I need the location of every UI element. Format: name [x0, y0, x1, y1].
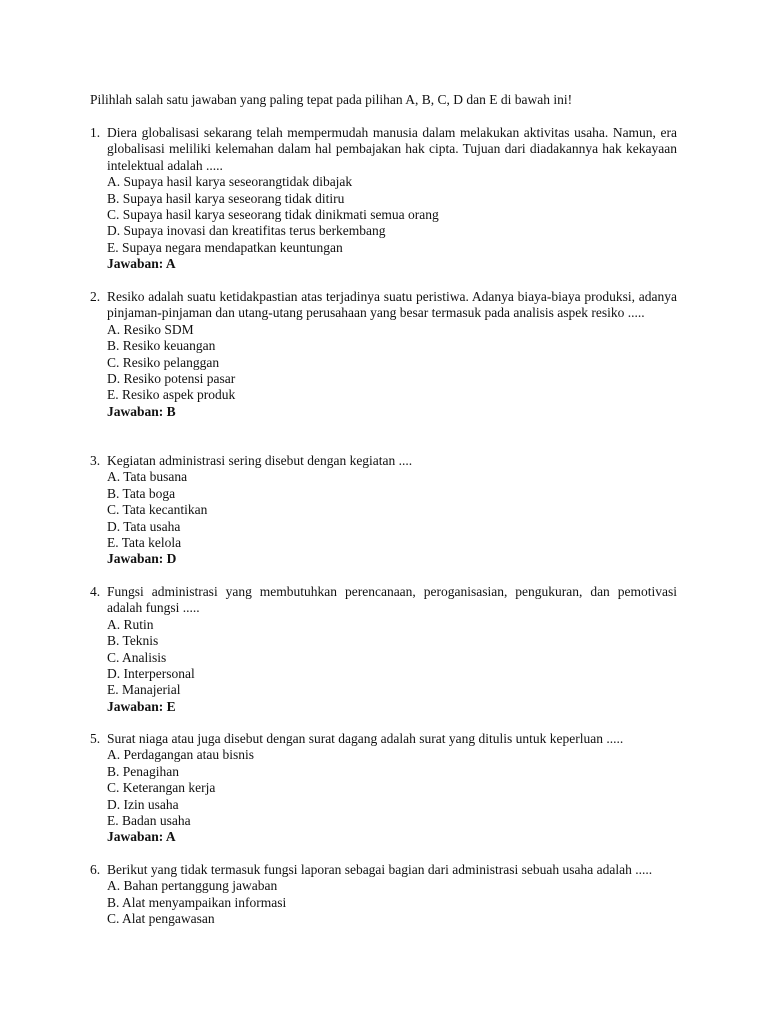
- option-a: A. Resiko SDM: [107, 321, 194, 337]
- question-text: Resiko adalah suatu ketidakpastian atas terjadinya suatu peristiwa. Adanya biaya-biaya produksi, adanya pinjaman-pinjaman dan utang-utang perusahaan yang besar termasuk pada analisis aspek resiko .....: [107, 289, 677, 321]
- answer-key: Jawaban: D: [107, 551, 177, 567]
- option-d: D. Tata usaha: [107, 518, 181, 534]
- question-number: 1.: [90, 125, 101, 140]
- option-a: A. Rutin: [107, 616, 154, 632]
- option-a: A. Supaya hasil karya seseorangtidak dibajak: [107, 174, 353, 190]
- instruction-text: Pilihlah salah satu jawaban yang paling tepat pada pilihan A, B, C, D dan E di bawah ini!: [90, 92, 573, 107]
- question-5: [90, 731, 677, 846]
- option-c: C. Keterangan kerja: [107, 780, 216, 796]
- question-number: 6.: [90, 862, 101, 877]
- option-e: E. Tata kelola: [107, 535, 182, 551]
- option-e: E. Manajerial: [107, 682, 181, 698]
- option-b: B. Supaya hasil karya seseorang tidak ditiru: [107, 190, 345, 206]
- option-b: B. Alat menyampaikan informasi: [107, 894, 287, 910]
- question-text: Berikut yang tidak termasuk fungsi laporan sebagai bagian dari administrasi sebuah usaha adalah .....: [107, 862, 653, 877]
- question-2: [90, 289, 677, 420]
- answer-key: Jawaban: E: [107, 698, 176, 714]
- option-c: C. Alat pengawasan: [107, 911, 215, 927]
- option-b: B. Resiko keuangan: [107, 338, 216, 354]
- option-a: A. Tata busana: [107, 469, 188, 485]
- option-d: D. Supaya inovasi dan kreatifitas terus berkembang: [107, 223, 386, 239]
- question-text: Fungsi administrasi yang membutuhkan perencanaan, peroganisasian, pengukuran, dan pemotivasi adalah fungsi .....: [107, 584, 677, 616]
- option-e: E. Badan usaha: [107, 813, 191, 829]
- option-b: B. Penagihan: [107, 763, 179, 779]
- option-b: B. Teknis: [107, 633, 159, 649]
- answer-key: Jawaban: A: [107, 829, 176, 845]
- question-text: Diera globalisasi sekarang telah mempermudah manusia dalam melakukan aktivitas usaha. Namun, era globalisasi meliliki kelemahan dalam hal pembajakan hak cipta. Tujuan dari diadakannya hak kekayaan intelektual adalah .....: [107, 125, 677, 173]
- option-d: D. Resiko potensi pasar: [107, 371, 236, 387]
- option-c: C. Supaya hasil karya seseorang tidak dinikmati semua orang: [107, 207, 439, 223]
- option-b: B. Tata boga: [107, 485, 176, 501]
- option-c: C. Analisis: [107, 649, 167, 665]
- question-number: 5.: [90, 731, 101, 746]
- question-1: [90, 125, 677, 273]
- option-c: C. Resiko pelanggan: [107, 354, 220, 370]
- option-a: A. Bahan pertanggung jawaban: [107, 878, 278, 894]
- option-d: D. Interpersonal: [107, 666, 195, 682]
- question-4: [90, 584, 677, 715]
- question-number: 4.: [90, 584, 101, 599]
- question-text: Kegiatan administrasi sering disebut dengan kegiatan ....: [107, 453, 413, 468]
- question-number: 2.: [90, 289, 101, 304]
- question-number: 3.: [90, 453, 101, 468]
- option-e: E. Supaya negara mendapatkan keuntungan: [107, 239, 343, 255]
- option-a: A. Perdagangan atau bisnis: [107, 747, 254, 763]
- answer-key: Jawaban: A: [107, 256, 176, 272]
- option-c: C. Tata kecantikan: [107, 502, 208, 518]
- question-text: Surat niaga atau juga disebut dengan surat dagang adalah surat yang ditulis untuk keperluan .....: [107, 731, 624, 746]
- question-6: [90, 862, 677, 928]
- answer-key: Jawaban: B: [107, 403, 176, 419]
- option-e: E. Resiko aspek produk: [107, 387, 236, 403]
- option-d: D. Izin usaha: [107, 796, 179, 812]
- question-3: [90, 453, 677, 568]
